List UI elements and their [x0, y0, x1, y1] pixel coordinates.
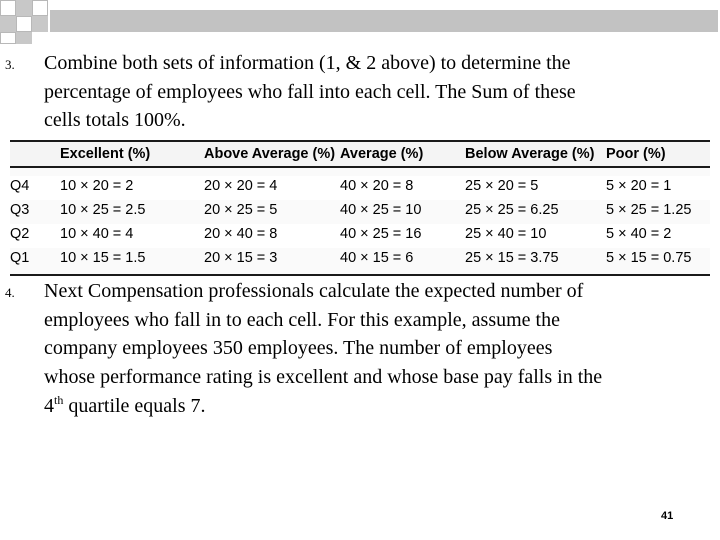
table-cell: 10 × 25 = 2.5	[60, 202, 146, 218]
row-label: Q2	[10, 226, 30, 242]
table-cell: 20 × 20 = 4	[204, 178, 278, 194]
table-cell: 25 × 15 = 3.75	[465, 250, 559, 266]
table-cell: 5 × 25 = 1.25	[606, 202, 692, 218]
text-line: Combine both sets of information (1, & 2 above) to determine the	[44, 52, 571, 74]
text-line: Next Compensation professionals calculate the expected number of	[44, 280, 584, 302]
text-line: company employees 350 employees. The number of employees	[44, 337, 553, 360]
text-line: cells totals 100%.	[44, 109, 186, 132]
table-cell: 25 × 25 = 6.25	[465, 202, 559, 218]
table-cell: 20 × 25 = 5	[204, 202, 278, 218]
table-cell: 40 × 20 = 8	[340, 178, 414, 194]
text-line: percentage of employees who fall into each cell. The Sum of these	[44, 80, 576, 103]
text-line: whose performance rating is excellent and whose base pay falls in the	[44, 366, 603, 389]
text-line: employees who fall in to each cell. For this example, assume the	[44, 308, 560, 331]
table-cell: 25 × 20 = 5	[465, 178, 539, 194]
ordinal-number: 4	[44, 394, 54, 417]
checker-square	[0, 0, 16, 16]
decorative-header	[0, 0, 720, 46]
table-cell: 10 × 15 = 1.5	[60, 250, 146, 266]
item-number: 4.	[5, 285, 15, 300]
percentage-table	[10, 140, 710, 276]
column-header: Below Average (%)	[465, 146, 595, 162]
column-header: Average (%)	[340, 146, 424, 162]
table-cell: 20 × 15 = 3	[204, 250, 278, 266]
table-cell: 40 × 25 = 10	[340, 202, 422, 218]
checker-square	[16, 16, 32, 32]
table-cell: 40 × 25 = 16	[340, 226, 422, 242]
row-label: Q3	[10, 202, 30, 218]
item-number: 3.	[5, 57, 15, 72]
checker-square	[16, 0, 32, 16]
table-cell: 10 × 40 = 4	[60, 226, 134, 242]
table-row	[10, 224, 710, 248]
row-label: Q1	[10, 250, 30, 266]
ordinal-suffix: th	[54, 392, 64, 407]
table-cell: 5 × 40 = 2	[606, 226, 672, 242]
row-label: Q4	[10, 178, 30, 194]
header-bar	[50, 10, 718, 32]
table-header	[10, 140, 710, 168]
item-text	[44, 277, 718, 421]
table-cell: 5 × 20 = 1	[606, 178, 672, 194]
text-line-rest: quartile equals 7.	[63, 394, 206, 417]
column-header: Excellent (%)	[60, 146, 151, 162]
column-header: Above Average (%)	[204, 146, 336, 162]
table-row	[10, 248, 710, 272]
table-cell: 25 × 40 = 10	[465, 226, 547, 242]
table-cell: 10 × 20 = 2	[60, 178, 134, 194]
table-row	[10, 200, 710, 224]
page-number: 41	[661, 510, 674, 522]
item-text	[44, 49, 718, 135]
table-cell: 5 × 15 = 0.75	[606, 250, 692, 266]
checker-square	[32, 16, 48, 32]
checker-square	[32, 0, 48, 16]
text-line-last	[44, 392, 718, 421]
table-row	[10, 176, 710, 200]
column-header: Poor (%)	[606, 146, 666, 162]
table-cell: 20 × 40 = 8	[204, 226, 278, 242]
checker-square	[0, 16, 16, 32]
checker-square	[16, 32, 32, 44]
checker-square	[0, 32, 16, 44]
table-cell: 40 × 15 = 6	[340, 250, 414, 266]
